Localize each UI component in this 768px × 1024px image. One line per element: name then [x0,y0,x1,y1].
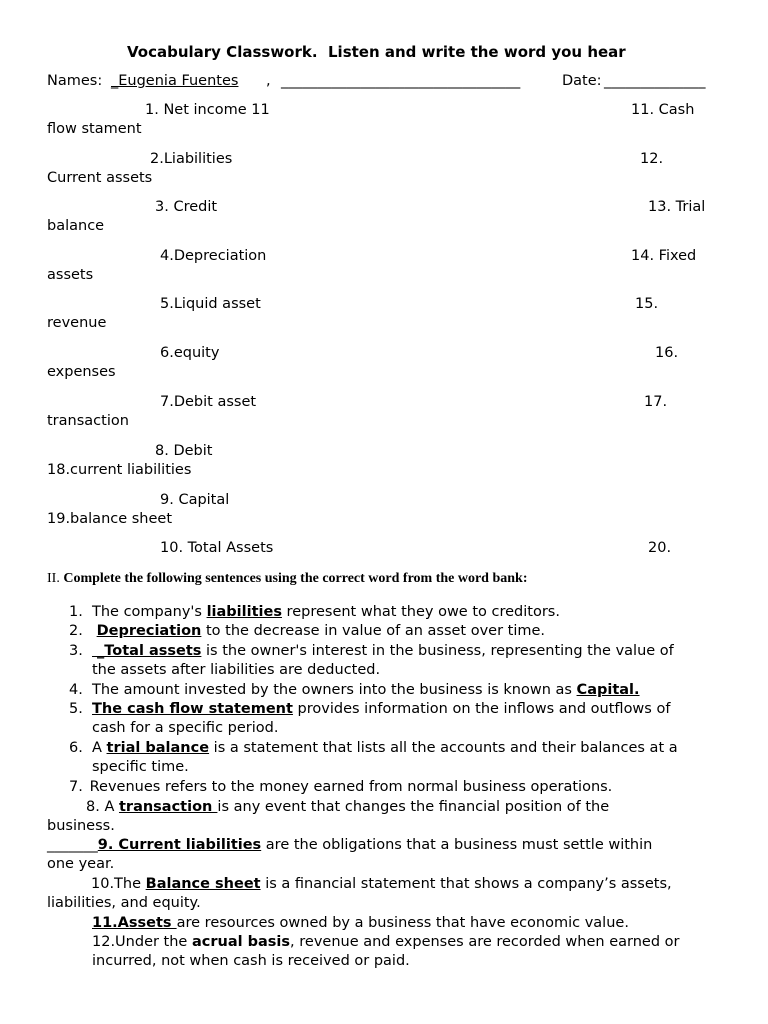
vocab-item-16: 16. [655,345,679,361]
sentence-3-line-2: the assets after liabilities are deducted. [92,662,381,678]
vocab-item-2: 2.Liabilities [150,151,233,167]
names-label: Names: [47,73,107,89]
sentence-10-answer: Balance sheet [145,876,261,892]
sentence-9-text: are the obligations that a business must settle within [261,837,653,853]
page-title: Vocabulary Classwork. Listen and write the word you hear [127,43,626,61]
sentence-3 [92,643,674,660]
sentence-5 [92,701,670,718]
sentence-4 [92,682,640,699]
sentence-5-answer: The cash flow statement [92,701,293,717]
vocab-item-5: 5.Liquid asset [160,296,261,312]
sentence-8 [86,799,609,816]
vocab-item-17: 17. [644,394,668,410]
sentence-6-line-2: specific time. [92,759,189,775]
sentence-6-answer: trial balance [106,740,210,756]
sentence-7-number: 7. [69,779,83,795]
sentence-4-text: The amount invested by the owners into the business is known as [92,682,577,698]
vocab-item-16-cont: expenses [47,364,116,380]
vocab-item-13: 13. Trial [648,199,706,215]
sentence-3-text: is the owner's interest in the business, representing the value of [201,643,674,659]
vocab-item-7: 7.Debit asset [160,394,257,410]
sentence-10-text-end: is a financial statement that shows a company’s assets, [260,876,672,892]
sentence-11-answer: 11.Assets [92,915,177,931]
sentence-12-line-2: incurred, not when cash is received or paid. [92,953,410,969]
sentence-9-blank: _______ [47,837,98,853]
sentence-9-answer: 9. Current liabilities [97,837,262,853]
sentence-8-answer: transaction [118,799,218,815]
vocab-item-13-cont: balance [47,218,105,234]
vocab-item-15: 15. [635,296,659,312]
sentence-2 [92,623,545,640]
sentence-1-text: The company's [92,604,207,620]
sentence-5-text: provides information on the inflows and outflows of [292,701,671,717]
sentence-1-number: 1. [69,604,83,620]
sentence-6-number: 6. [69,740,83,756]
vocab-item-17-cont: transaction [47,413,129,429]
sentence-6 [92,740,678,757]
sentence-7: Revenues refers to the money earned from normal business operations. [85,779,613,795]
sentence-12-text: 12.Under the [92,934,192,950]
sentence-11 [92,915,629,932]
vocab-item-18: 18.current liabilities [47,462,192,478]
sentence-9-line-2: one year. [47,856,115,872]
vocab-item-3: 3. Credit [155,199,218,215]
date-blank: ______________ [604,73,706,89]
sentence-5-number: 5. [69,701,83,717]
vocab-item-14: 14. Fixed [631,248,697,264]
sentence-12-text-end: , revenue and expenses are recorded when earned or [290,934,680,950]
sentence-6-text: A [92,740,107,756]
section-2-roman: II. [47,571,60,586]
sentence-2-number: 2. [69,623,83,639]
sentence-10-text: 10.The [91,876,146,892]
vocab-item-20: 20. [648,540,672,556]
sentence-1 [92,604,560,621]
vocab-item-8: 8. Debit [155,443,213,459]
vocab-item-10: 10. Total Assets [160,540,274,556]
names-comma: , [266,73,271,89]
sentence-3-answer: _Total assets [92,643,202,659]
section-2-instruction: Complete the following sentences using the correct word from the word bank: [59,571,528,586]
sentence-2-answer: Depreciation [96,623,202,639]
sentence-2-text-end: to the decrease in value of an asset over time. [201,623,546,639]
sentence-12-answer: acrual basis [191,934,291,950]
vocab-item-11-cont: flow stament [47,121,142,137]
vocab-item-11: 11. Cash [631,102,695,118]
sentence-4-answer: Capital. [576,682,640,698]
sentence-10-line-2: liabilities, and equity. [47,895,201,911]
sentence-10 [91,876,672,893]
sentence-5-line-2: cash for a specific period. [92,720,279,736]
sentence-1-text-end: represent what they owe to creditors. [281,604,560,620]
name-value: _Eugenia Fuentes [111,73,239,89]
vocab-item-14-cont: assets [47,267,94,283]
sentence-3-number: 3. [69,643,83,659]
vocab-item-1: 1. Net income 11 [145,102,270,118]
sentence-8-line-2: business. [47,818,115,834]
second-name-blank: _________________________________ [281,73,521,89]
section-2-heading [47,570,527,587]
date-label: Date: [562,73,602,89]
sentence-11-text: are resources owned by a business that have economic value. [176,915,629,931]
sentence-8-text-end: is any event that changes the financial position of the [217,799,610,815]
vocab-item-15-cont: revenue [47,315,107,331]
vocab-item-12: 12. [640,151,664,167]
sentence-6-text-end: is a statement that lists all the accounts and their balances at a [209,740,678,756]
vocab-item-19: 19.balance sheet [47,511,173,527]
sentence-12 [92,934,679,951]
sentence-1-answer: liabilities [206,604,282,620]
sentence-4-number: 4. [69,682,83,698]
sentence-8-text: 8. A [86,799,119,815]
vocab-item-6: 6.equity [160,345,220,361]
vocab-item-9: 9. Capital [160,492,230,508]
vocab-item-4: 4.Depreciation [160,248,267,264]
sentence-9 [47,837,652,854]
vocab-item-12-cont: Current assets [47,170,153,186]
